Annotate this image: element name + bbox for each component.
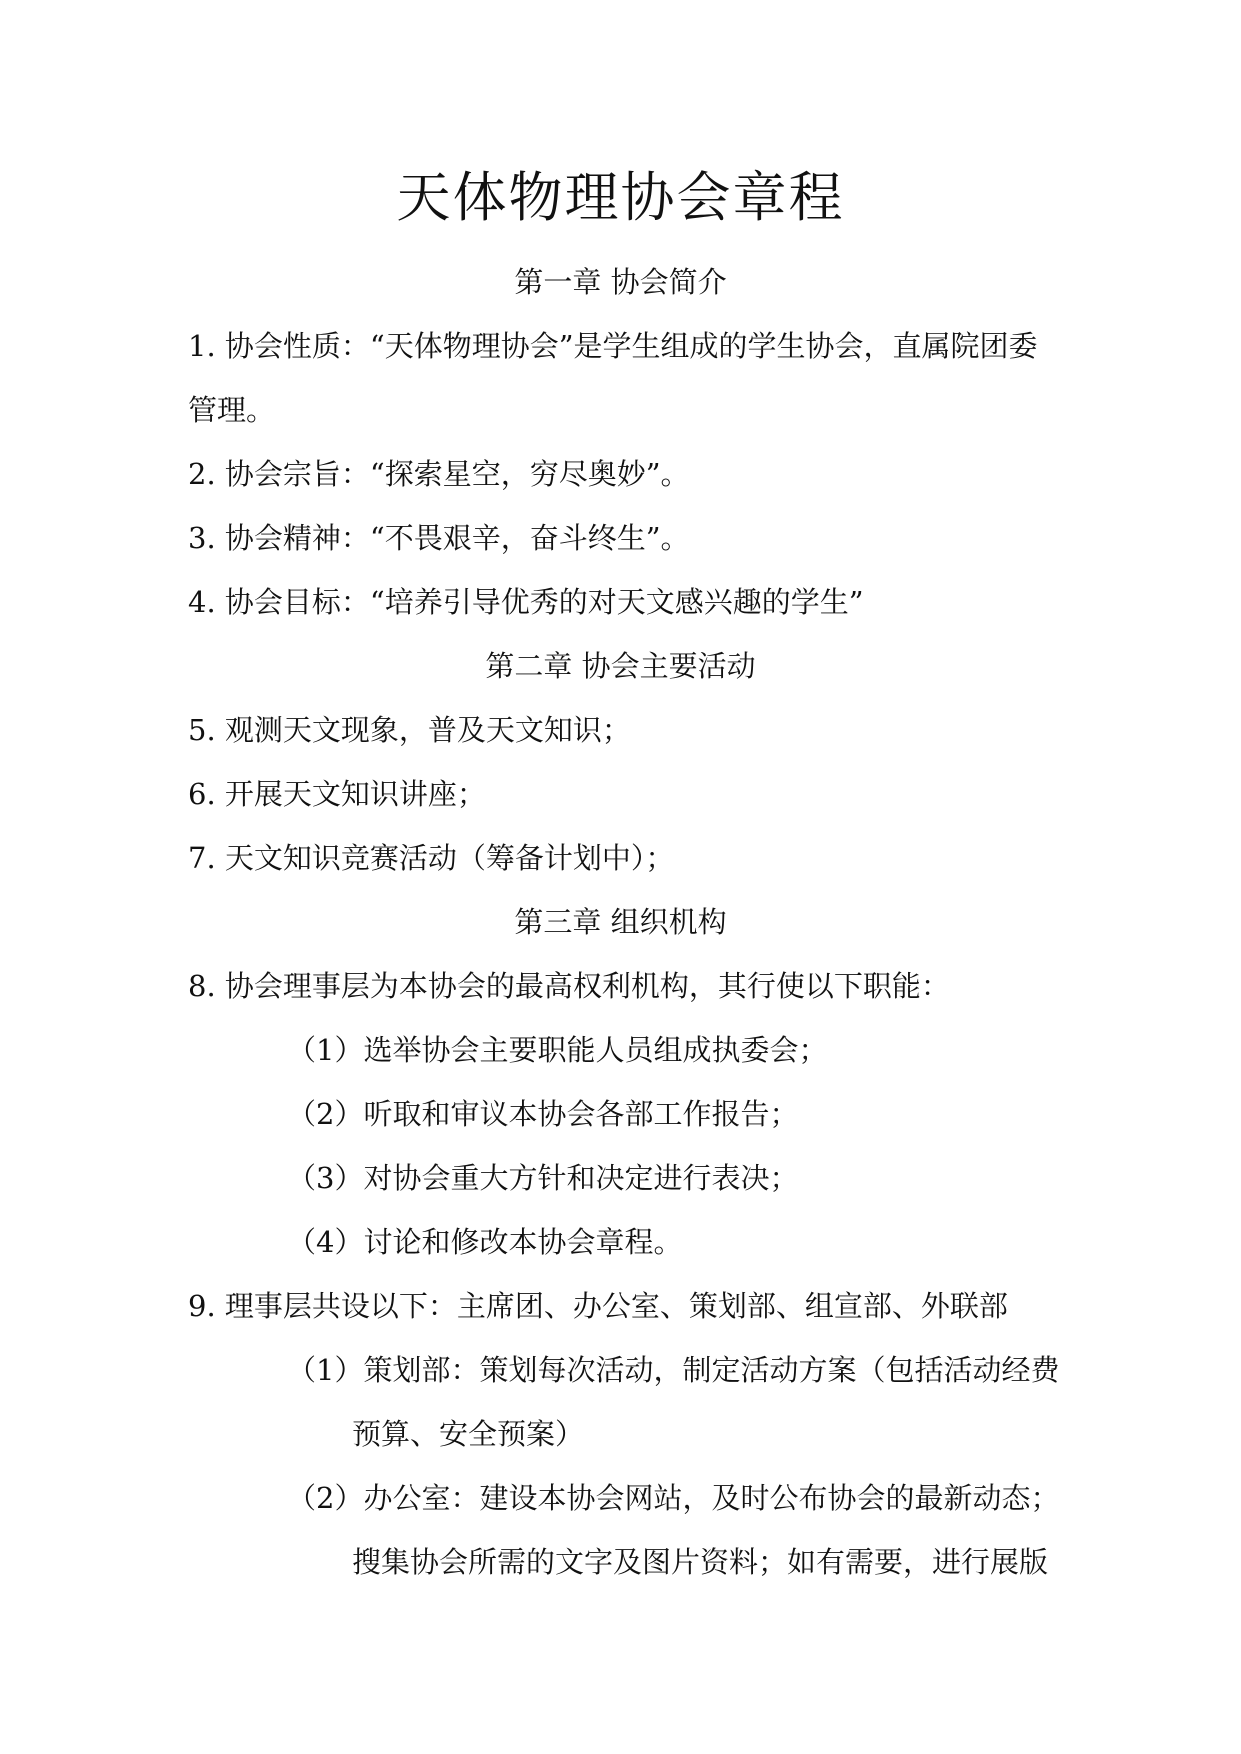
paragraph: 3. 协会精神：“不畏艰辛，奋斗终生”。 (188, 521, 690, 555)
paragraph: 7. 天文知识竞赛活动（筹备计划中）； (188, 841, 675, 875)
list-item: （1）策划部：策划每次活动，制定活动方案（包括活动经费 (287, 1353, 1060, 1387)
paragraph: 4. 协会目标：“培养引导优秀的对天文感兴趣的学生” (188, 585, 864, 619)
list-item-continuation: 预算、安全预案） (352, 1417, 585, 1451)
list-item: （1）选举协会主要职能人员组成执委会； (287, 1033, 828, 1067)
chapter-heading: 第二章 协会主要活动 (485, 649, 756, 683)
chapter-heading: 第三章 组织机构 (514, 905, 727, 939)
list-item: （2）听取和审议本协会各部工作报告； (287, 1097, 799, 1131)
document-title: 天体物理协会章程 (396, 166, 845, 229)
chapter-heading: 第一章 协会简介 (514, 265, 727, 299)
list-item: （3）对协会重大方针和决定进行表决； (287, 1161, 799, 1195)
list-item-continuation: 搜集协会所需的文字及图片资料；如有需要，进行展版 (352, 1545, 1049, 1579)
paragraph: 1. 协会性质：“天体物理协会”是学生组成的学生协会，直属院团委 (188, 329, 1038, 363)
list-item: （4）讨论和修改本协会章程。 (287, 1225, 683, 1259)
paragraph: 2. 协会宗旨：“探索星空，穷尽奥妙”。 (188, 457, 690, 491)
paragraph: 6. 开展天文知识讲座； (188, 777, 486, 811)
paragraph: 8. 协会理事层为本协会的最高权利机构，其行使以下职能： (188, 969, 950, 1003)
paragraph: 5. 观测天文现象，普及天文知识； (188, 713, 631, 747)
paragraph: 9. 理事层共设以下：主席团、办公室、策划部、组宣部、外联部 (188, 1289, 1008, 1323)
list-item: （2）办公室：建设本协会网站，及时公布协会的最新动态； (287, 1481, 1060, 1515)
paragraph: 管理。 (188, 393, 276, 427)
